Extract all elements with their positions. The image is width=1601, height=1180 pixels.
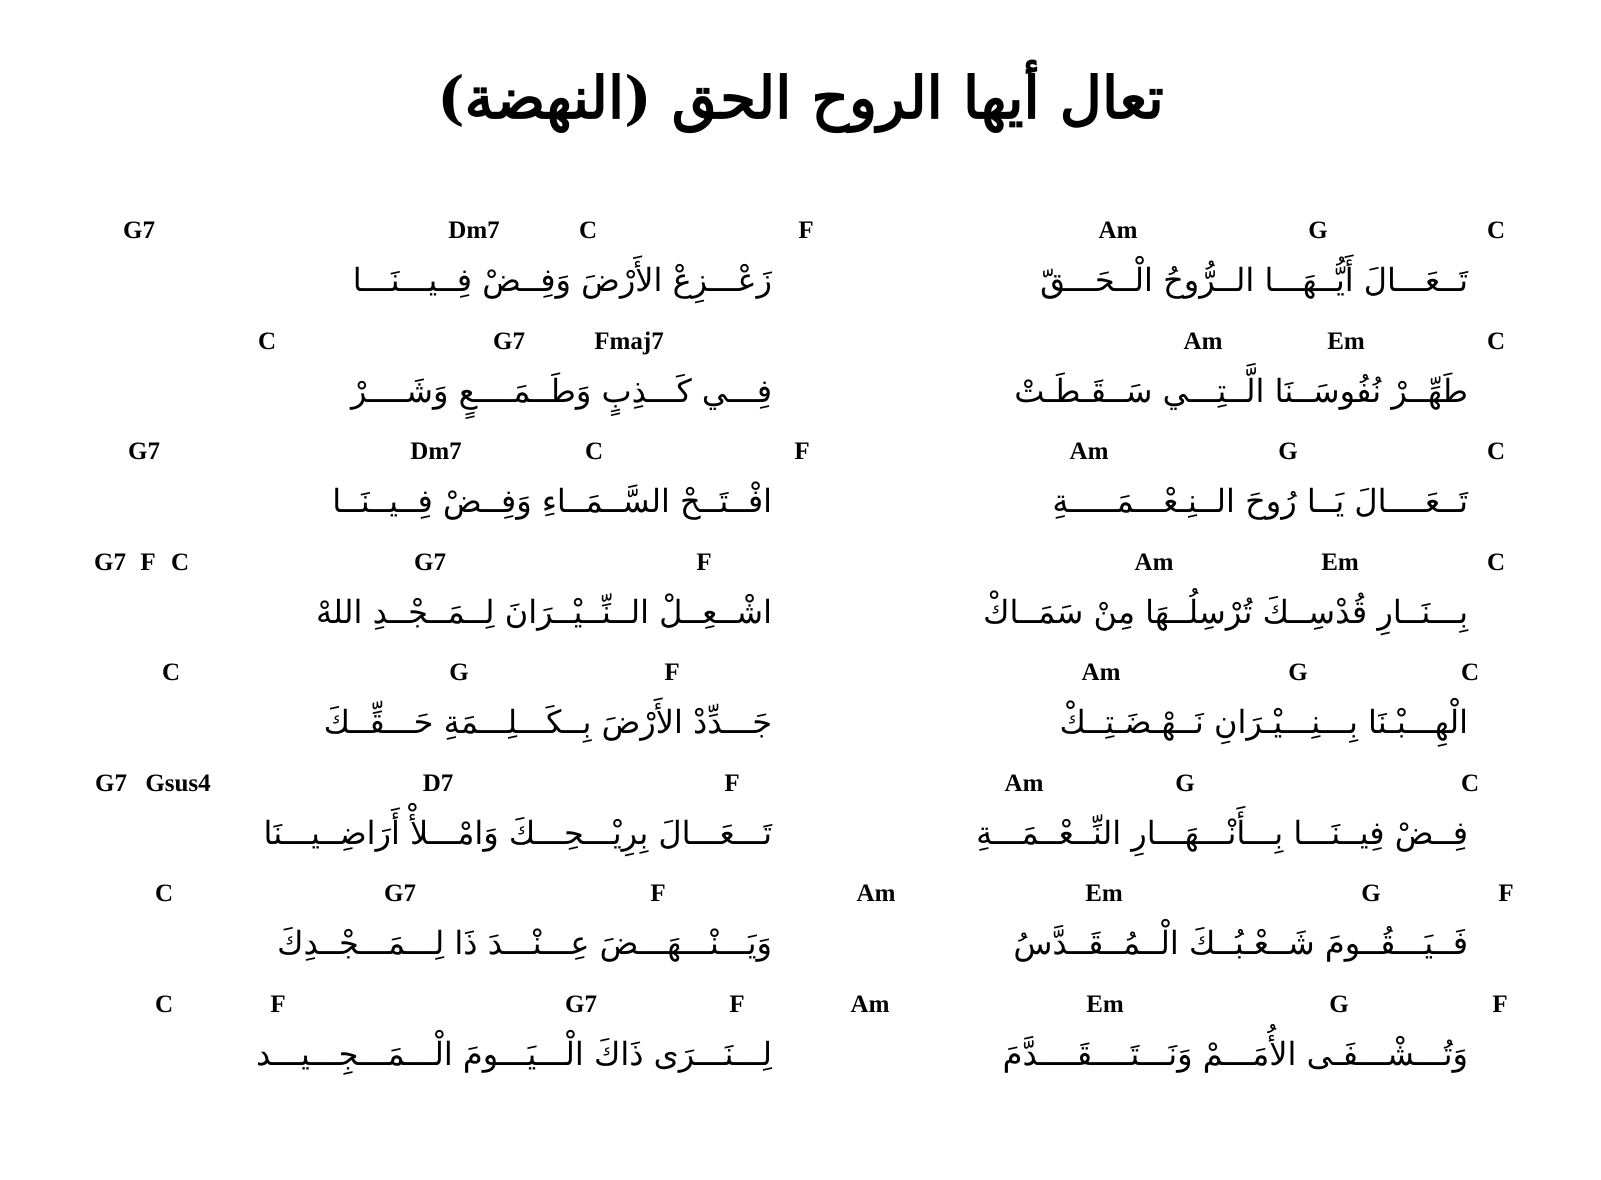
chord-label: G xyxy=(1329,990,1349,1018)
chord-label: F xyxy=(1492,990,1508,1018)
chord-label: C xyxy=(1460,659,1480,686)
chord-label: Am xyxy=(850,990,890,1018)
chord-label: G xyxy=(1175,769,1195,797)
chord-label: C xyxy=(578,217,598,244)
left-column xyxy=(94,214,832,1098)
lyric-line: لِـــنَـــرَى ذَاكَ الْـــيَـــومَ الْـــمَـــجِـــيـــد xyxy=(255,1034,772,1073)
chord-label: F xyxy=(664,659,680,686)
chord-label: G7 xyxy=(493,327,525,355)
chord-label: G xyxy=(1308,217,1328,244)
lyric-line: زَعْـــزِعْ الأَرْضَ وَفِــضْ فِــيـــنَـــا xyxy=(352,261,772,299)
chord-label: C xyxy=(257,327,277,355)
chord-label: F xyxy=(794,438,810,465)
verse-line xyxy=(94,877,832,988)
chord-row xyxy=(866,767,1530,801)
verse-line xyxy=(866,325,1530,436)
chord-row xyxy=(866,656,1530,690)
lyric-line: تَــعَــــالَ يَــا رُوحَ الــنِـعْـــمَـــــةِ xyxy=(1052,482,1468,520)
lyric-line: بِـــنَــارِ قُدْسِــكَ تُرْسِلُــهَا مِنْ سَمَــاكْ xyxy=(983,592,1468,631)
right-column xyxy=(850,214,1530,1098)
verse-line xyxy=(866,767,1530,878)
chord-label: G7 xyxy=(94,548,126,576)
chord-label: Am xyxy=(1069,438,1109,465)
lyric-line: فَــيَـــقُــومَ شَــعْـبُــكَ الْــمُــقَــدَّسُ xyxy=(1013,924,1468,962)
chord-label: G7 xyxy=(123,217,155,244)
chord-label: Em xyxy=(1321,548,1359,576)
chord-row xyxy=(94,546,832,580)
lyric-line: اشْــعِــلْ الــنِّــيْــرَانَ لِــمَــجْــدِ اللهْ xyxy=(316,592,772,631)
chord-label: C xyxy=(1486,438,1506,465)
verse-line xyxy=(94,546,832,657)
chord-label: Am xyxy=(1081,659,1121,686)
chord-label: C xyxy=(584,438,604,465)
lyric-line: جَـــدِّدْ الأَرْضَ بِــكَـــلِـــمَةِ حَـــقِّــكَ xyxy=(323,703,772,741)
verse-line xyxy=(94,325,832,436)
chord-label: C xyxy=(1486,217,1506,244)
lyric-line: طَهِّــرْ نُفُوسَــنَا الَّــتِـــي سَــقَـطَـتْ xyxy=(1014,371,1468,410)
chord-label: Gsus4 xyxy=(145,769,211,797)
chord-label: C xyxy=(1486,548,1506,576)
lyric-line: افْــتَــحْ السَّــمَــاءِ وَفِــضْ فِــيــنَــا xyxy=(332,482,772,520)
lyric-line: تَـــعَـــالَ بِرِيْـــحِـــكَ وَامْـــلأْ أَرَاضِــيـــنَا xyxy=(263,813,772,852)
chord-row xyxy=(866,546,1530,580)
chord-label: C xyxy=(170,548,190,576)
chord-row xyxy=(866,214,1530,248)
chord-row xyxy=(866,325,1530,359)
chord-label: G xyxy=(1288,659,1308,686)
chord-row xyxy=(856,877,1530,911)
chord-label: G7 xyxy=(384,880,416,907)
verse-line xyxy=(94,214,832,325)
verse-line xyxy=(94,767,832,878)
lyric-line: الْهِـــبْـنَا بِـــنِـــيْـرَانِ نَــهْـضَـتِــكْ xyxy=(1059,703,1468,741)
chord-label: C xyxy=(1486,327,1506,355)
chord-label: G7 xyxy=(95,769,127,797)
verse-line xyxy=(866,656,1530,767)
chord-row xyxy=(94,325,832,359)
chord-label: F xyxy=(696,548,712,576)
chord-label: G xyxy=(449,659,469,686)
chord-label: G7 xyxy=(565,990,597,1018)
verse-line xyxy=(94,435,832,546)
chord-label: Dm7 xyxy=(410,438,462,465)
chord-label: G7 xyxy=(414,548,446,576)
verse-line xyxy=(866,546,1530,657)
chord-label: G xyxy=(1278,438,1298,465)
lyric-line: وَيَـــنْـــهَـــضَ عِـــنْـــدَ ذَا لِـــمَـــجْــدِكَ xyxy=(277,924,772,962)
chord-label: Am xyxy=(856,880,896,907)
chord-label: F xyxy=(729,990,745,1018)
chord-label: F xyxy=(650,880,666,907)
lyric-line: وَتُـــشْـــفَـى الأُمَـــمْ وَنَـــتَــــقَــــدَّمَ xyxy=(1002,1034,1468,1073)
chord-label: Em xyxy=(1086,990,1124,1018)
chord-label: C xyxy=(154,880,174,907)
chord-label: F xyxy=(1498,880,1514,907)
chord-row xyxy=(94,214,832,248)
verse-line xyxy=(856,877,1530,988)
chord-row xyxy=(850,988,1530,1022)
chord-row xyxy=(94,877,832,911)
chord-label: Dm7 xyxy=(448,217,500,244)
chord-label: C xyxy=(1460,769,1480,797)
chord-label: C xyxy=(161,659,181,686)
chord-row xyxy=(94,988,832,1022)
verse-line xyxy=(866,435,1530,546)
chord-label: Am xyxy=(1098,217,1138,244)
chord-label: Em xyxy=(1085,880,1123,907)
chord-label: D7 xyxy=(422,769,454,797)
chord-label: G7 xyxy=(128,438,160,465)
chord-label: F xyxy=(270,990,286,1018)
chord-label: F xyxy=(724,769,740,797)
chord-label: G xyxy=(1361,880,1381,907)
verse-line xyxy=(866,214,1530,325)
chord-label: Am xyxy=(1134,548,1174,576)
lyric-line: تَــعَـــالَ أَيُّــهَـــا الــرُّوحُ الْــحَـــقّ xyxy=(1040,261,1468,299)
chord-label: Am xyxy=(1004,769,1044,797)
chord-row xyxy=(866,435,1530,469)
song-title: تعال أيها الروح الحق (النهضة) xyxy=(437,64,1164,132)
chord-row xyxy=(94,435,832,469)
lyric-line: فِـــي كَـــذِبٍ وَطَــمَــــعٍ وَشَــــرْ xyxy=(350,371,772,410)
chord-label: Fmaj7 xyxy=(594,327,664,355)
verse-line xyxy=(94,656,832,767)
chord-row xyxy=(94,767,832,801)
lyric-line: فِــضْ فِيــنَـــا بِـــأَنْـــهَـــارِ النِّــعْــمَـــةِ xyxy=(976,813,1468,852)
verse-line xyxy=(94,988,832,1099)
chord-label: Am xyxy=(1183,327,1223,355)
verse-line xyxy=(850,988,1530,1099)
chord-label: F xyxy=(798,217,814,244)
chord-row xyxy=(94,656,832,690)
chord-label: Em xyxy=(1327,327,1365,355)
chord-label: C xyxy=(154,990,174,1018)
chord-label: F xyxy=(140,548,156,576)
